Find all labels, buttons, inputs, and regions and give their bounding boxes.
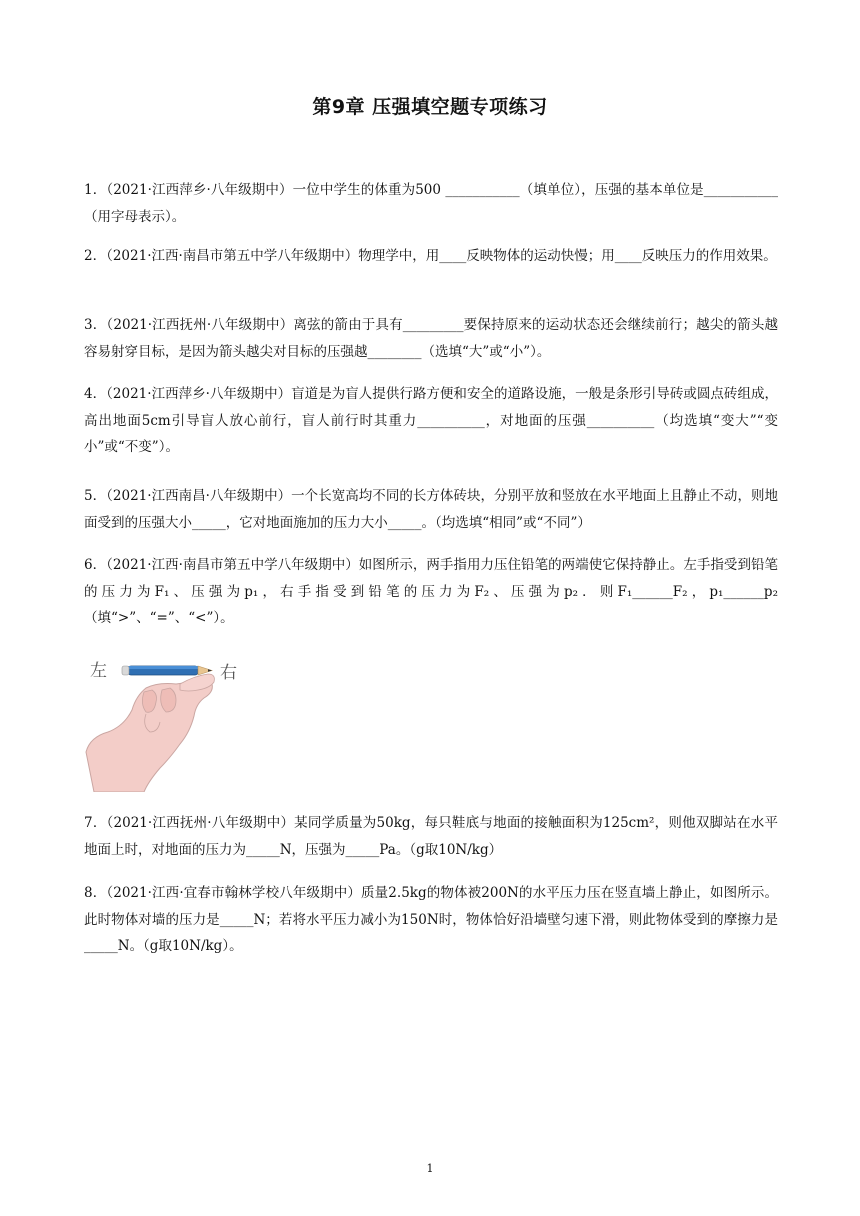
question-8: 8．（2021·江西·宜春市翰林学校八年级期中）质量2.5kg的物体被200N的水平压力压在竖直墙上静止，如图所示。此时物体对墙的压力是_____N；若将水平压力减小为150N时，物体恰好沿墙壁匀速下滑，则此物体受到的摩擦力是_____N。（g取10N/kg）。 [84,885,778,954]
question-7: 7．（2021·江西抚州·八年级期中）某同学质量为50kg，每只鞋底与地面的接触面积为125cm²，则他双脚站在水平地面上时，对地面的压力为_____N，压强为_____Pa。（g取10N/kg） [84,815,778,858]
figure-left-label: 左 [90,661,107,681]
question-2: 2．（2021·江西·南昌市第五中学八年级期中）物理学中，用____反映物体的运动快慢；用____反映压力的作用效果。 [84,248,777,264]
question-3: 3．（2021·江西抚州·八年级期中）离弦的箭由于具有_________要保持原来的运动状态还会继续前行；越尖的箭头越容易射穿目标，是因为箭头越尖对目标的压强越________（选填“大”或“小”）。 [84,317,778,360]
pencil-hand-illustration [84,652,254,792]
question-5: 5．（2021·江西南昌·八年级期中）一个长宽高均不同的长方体砖块，分别平放和竖放在水平地面上且静止不动，则地面受到的压强大小_____，它对地面施加的压力大小_____。（均选填“相同”或“不同”） [84,488,778,531]
question-6: 6．（2021·江西·南昌市第五中学八年级期中）如图所示，两手指用力压住铅笔的两端使它保持静止。左手指受到铅笔的压力为F₁、压强为p₁，右手指受到铅笔的压力为F₂、压强为p₂．则F₁______F₂，p₁______p₂（填“>”、“=”、“<”）。 [84,557,778,626]
question-1: 1．（2021·江西萍乡·八年级期中）一位中学生的体重为500 ___________（填单位），压强的基本单位是___________（用字母表示）。 [84,182,778,225]
page-number: 1 [426,1162,434,1175]
page-title: 第9章 压强填空题专项练习 [312,96,548,118]
question-4: 4．（2021·江西萍乡·八年级期中）盲道是为盲人提供行路方便和安全的道路设施，一般是条形引导砖或圆点砖组成，高出地面5cm引导盲人放心前行，盲人前行时其重力__________，对地面的压强__________（均选填“变大”“变小”或“不变”）。 [84,386,778,455]
pencil-hand-figure [84,652,254,792]
figure-right-label: 右 [220,663,237,683]
